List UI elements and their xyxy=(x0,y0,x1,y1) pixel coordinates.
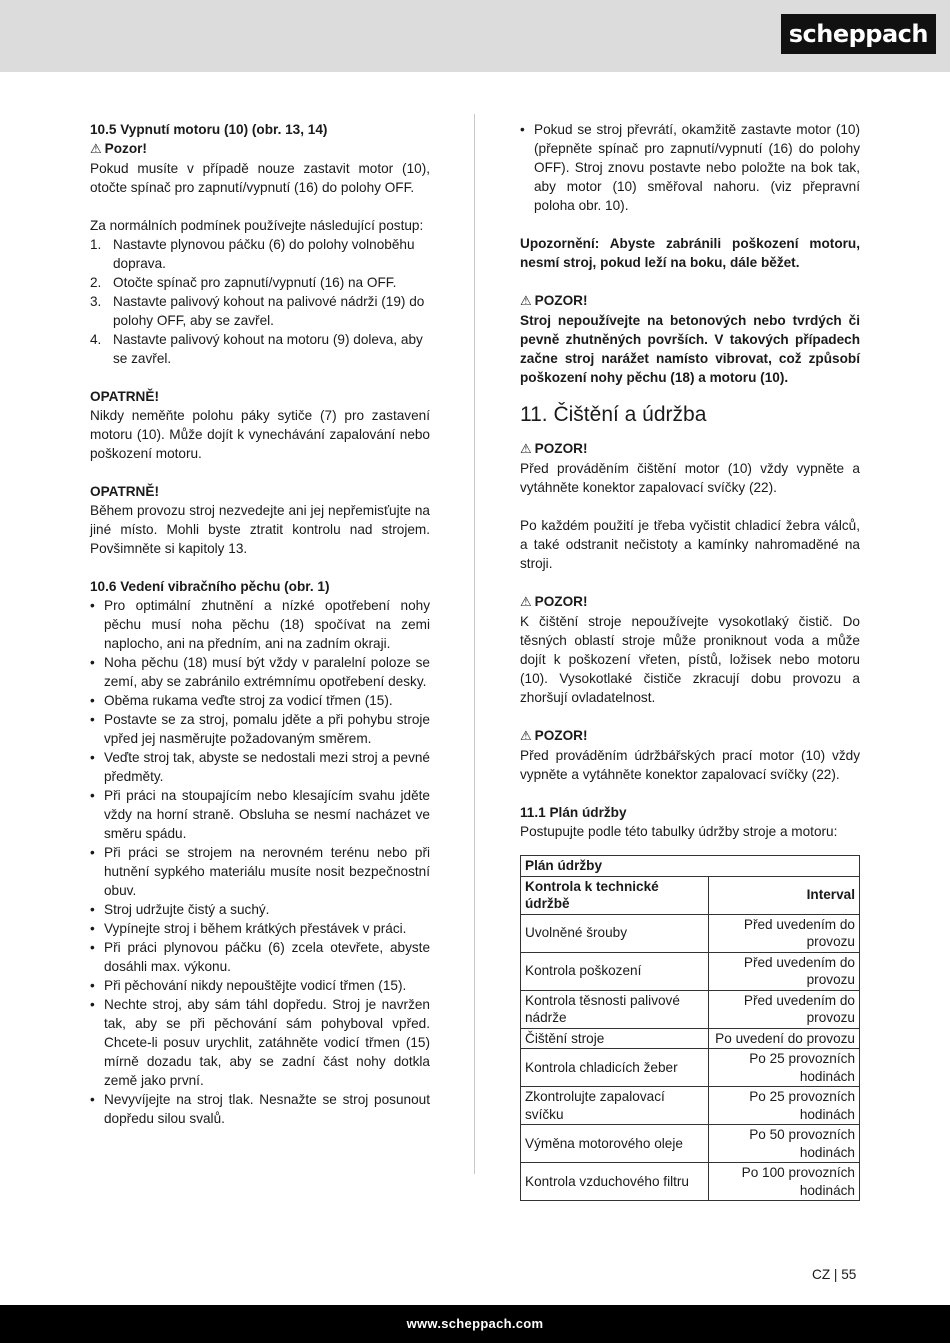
footer-url-link[interactable]: www.scheppach.com xyxy=(406,1316,544,1331)
list-item: • Nechte stroj, aby sám táhl dopředu. Stroj je navržen tak, aby se při pěchování sám pohyboval vpřed. Chcete-li posuv urychlit, zatáhněte vodicí třmen (15) mírně dozadu tak, aby se zadní část nohy dotkla země jako první. xyxy=(90,995,430,1090)
table-row: Čištění stroje Po uvedení do provozu xyxy=(521,1028,860,1049)
column-divider xyxy=(474,114,475,1174)
warning-heading: ⚠ POZOR! xyxy=(520,441,588,457)
warning-heading: ⚠ POZOR! xyxy=(520,594,588,610)
list-item: • Při práci na stoupajícím nebo klesajícím svahu jděte vždy na horní straně. Obsluha se nesmí nacházet ve směru spádu. xyxy=(90,786,430,843)
list-item: • Pokud se stroj převrátí, okamžitě zastavte motor (10) (přepněte spínač pro zapnutí/vypnutí (16) do polohy OFF). Stroj znovu postavte nebo položte na bok tak, aby motor (10) směřoval nahoru. (viz přepravní poloha obr. 10). xyxy=(520,120,860,215)
table-row: Uvolněné šrouby Před uvedením do provozu xyxy=(521,914,860,952)
list-item: • Veďte stroj tak, abyste se nedostali mezi stroj a pevné předměty. xyxy=(90,748,430,786)
table-row: Kontrola těsnosti palivové nádrže Před uvedením do provozu xyxy=(521,990,860,1028)
page-number: CZ | 55 xyxy=(812,1267,857,1282)
warning-text: K čištění stroje nepoužívejte vysokotlaký čistič. Do těsných oblastí stroje může proniknout voda a může dojít k poškození vřeten, pístů, ložisek nebo motoru (10). Vysokotlaké čističe zkracují dobu provozu a zhoršují ovladatelnost. xyxy=(520,614,860,705)
warning-triangle-icon: ⚠ xyxy=(520,442,532,457)
warning-triangle-icon: ⚠ xyxy=(520,294,532,309)
tipover-bullet-list xyxy=(520,120,860,215)
shutdown-steps-list xyxy=(90,235,430,368)
maintenance-intro: Postupujte podle této tabulky údržby stroje a motoru: xyxy=(520,824,838,839)
normal-procedure-intro: Za normálních podmínek používejte následující postup: xyxy=(90,218,424,233)
warning-text: Stroj nepoužívejte na betonových nebo tvrdých či pevně zhutněných površích. V takových případech začne stroj narážet namísto vibrovat, což způsobí poškození nohy pěchu (18) a motoru (10). xyxy=(520,313,860,385)
list-item: 4. Nastavte palivový kohout na motoru (9) doleva, aby se zavřel. xyxy=(90,332,423,366)
guidance-bullet-list xyxy=(90,596,430,1128)
list-item: • Noha pěchu (18) musí být vždy v paralelní poloze se zemí, aby se zabránilo extrémnímu opotřebení desky. xyxy=(90,653,430,691)
footer-bar xyxy=(0,1305,950,1343)
warning-triangle-icon: ⚠ xyxy=(520,729,532,744)
caution-heading: OPATRNĚ! xyxy=(90,484,159,499)
right-column xyxy=(520,120,860,1201)
warning-heading: ⚠ POZOR! xyxy=(520,728,588,744)
list-item: • Vypínejte stroj i během krátkých přestávek v práci. xyxy=(90,919,430,938)
table-header-interval: Interval xyxy=(709,876,860,914)
table-caption: Plán údržby xyxy=(521,856,860,877)
maintenance-table xyxy=(520,855,860,1201)
scheppach-logo: scheppach xyxy=(781,14,936,54)
caution-heading: OPATRNĚ! xyxy=(90,389,159,404)
list-item: • Při práci plynovou páčku (6) zcela otevřete, abyste dosáhli max. výkonu. xyxy=(90,938,430,976)
list-item: • Při práci se strojem na nerovném terénu nebo při hutnění sypkého materiálu musíte nosit bezpečnostní obuv. xyxy=(90,843,430,900)
list-item: • Při pěchování nikdy nepouštějte vodicí třmen (15). xyxy=(90,976,430,995)
pozor-heading: ⚠ Pozor! xyxy=(90,141,147,157)
warning-triangle-icon: ⚠ xyxy=(520,595,532,610)
warning-text: Před prováděním čištění motor (10) vždy vypněte a vytáhněte konektor zapalovací svíčky (22). xyxy=(520,461,860,495)
caution-text: Nikdy neměňte polohu páky sytiče (7) pro zastavení motoru (10). Může dojít k vynechávání zapalování nebo poškození motoru. xyxy=(90,408,430,461)
list-item: • Pro optimální zhutnění a nízké opotřebení nohy pěchu musí noha pěchu (18) spočívat na zemi naplocho, ani na předním, ani na zadním okraji. xyxy=(90,596,430,653)
table-row: Kontrola chladicích žeber Po 25 provozních hodinách xyxy=(521,1049,860,1087)
chapter-11-title: 11. Čištění a údržba xyxy=(520,403,707,426)
cleaning-text: Po každém použití je třeba vyčistit chladicí žebra válců, a také odstranit nečistoty a kamínky nahromaděné na stroji. xyxy=(520,518,860,571)
list-item: • Oběma rukama veďte stroj za vodicí třmen (15). xyxy=(90,691,430,710)
table-row: Kontrola poškození Před uvedením do provozu xyxy=(521,952,860,990)
top-header-bar xyxy=(0,0,950,72)
list-item: 2. Otočte spínač pro zapnutí/vypnutí (16) na OFF. xyxy=(90,275,397,290)
caution-text: Během provozu stroj nezvedejte ani jej nepřemisťujte na jiné místo. Mohli byste ztratit kontrolu nad strojem. Povšimněte si kapitoly 13. xyxy=(90,503,430,556)
list-item: 3. Nastavte palivový kohout na palivové nádrži (19) do polohy OFF, aby se zavřel. xyxy=(90,294,425,328)
table-row: Zkontrolujte zapalovací svíčku Po 25 provozních hodinách xyxy=(521,1087,860,1125)
warning-heading: ⚠ POZOR! xyxy=(520,293,588,309)
section-11-1-title: 11.1 Plán údržby xyxy=(520,805,627,820)
emergency-stop-text: Pokud musíte v případě nouze zastavit motor (10), otočte spínač pro zapnutí/vypnutí (16) do polohy OFF. xyxy=(90,161,430,195)
list-item: 1. Nastavte plynovou páčku (6) do polohy volnoběhu doprava. xyxy=(90,237,415,271)
list-item: • Stroj udržujte čistý a suchý. xyxy=(90,900,430,919)
warning-triangle-icon: ⚠ xyxy=(90,142,102,157)
table-header-task: Kontrola k technické údržbě xyxy=(521,876,709,914)
list-item: • Postavte se za stroj, pomalu jděte a při pohybu stroje vpřed jej nasměrujte požadovaným směrem. xyxy=(90,710,430,748)
list-item: • Nevyvíjejte na stroj tlak. Nesnažte se stroj posunout dopředu silou svalů. xyxy=(90,1090,430,1128)
section-10-6-title: 10.6 Vedení vibračního pěchu (obr. 1) xyxy=(90,579,330,594)
left-column xyxy=(90,120,430,1128)
section-10-5-title: 10.5 Vypnutí motoru (10) (obr. 13, 14) xyxy=(90,122,328,137)
engine-notice: Upozornění: Abyste zabránili poškození motoru, nesmí stroj, pokud leží na boku, dále běžet. xyxy=(520,236,860,270)
warning-text: Před prováděním údržbářských prací motor (10) vždy vypněte a vytáhněte konektor zapalovací svíčky (22). xyxy=(520,748,860,782)
table-row: Kontrola vzduchového filtru Po 100 provozních hodinách xyxy=(521,1163,860,1201)
table-row: Výměna motorového oleje Po 50 provozních hodinách xyxy=(521,1125,860,1163)
